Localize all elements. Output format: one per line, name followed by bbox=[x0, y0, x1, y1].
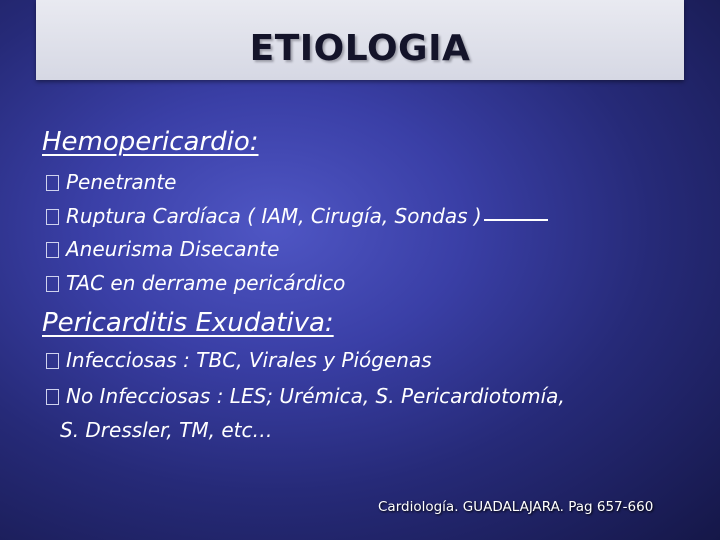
list-item bbox=[46, 170, 177, 194]
list-item bbox=[46, 271, 345, 295]
checkbox-bullet-icon bbox=[46, 353, 59, 369]
list-item bbox=[46, 237, 279, 261]
slide-title: ETIOLOGIA bbox=[249, 28, 471, 69]
list-item bbox=[46, 204, 548, 228]
checkbox-bullet-icon bbox=[46, 209, 59, 225]
checkbox-bullet-icon bbox=[46, 175, 59, 191]
checkbox-bullet-icon bbox=[46, 389, 59, 405]
blank-line bbox=[484, 219, 548, 221]
list-item-label: Penetrante bbox=[66, 170, 177, 194]
list-item-label: Infecciosas : TBC, Virales y Piógenas bbox=[66, 348, 432, 372]
list-item-label: TAC en derrame pericárdico bbox=[66, 271, 346, 295]
list-item bbox=[46, 384, 565, 408]
list-item-label: Aneurisma Disecante bbox=[66, 237, 280, 261]
heading-hemopericardio: Hemopericardio: bbox=[42, 127, 259, 157]
list-item-label: Ruptura Cardíaca ( IAM, Cirugía, Sondas ) bbox=[66, 204, 482, 228]
list-item bbox=[46, 348, 432, 372]
list-item-continuation: S. Dressler, TM, etc… bbox=[60, 418, 273, 442]
checkbox-bullet-icon bbox=[46, 242, 59, 258]
heading-pericarditis-exudativa: Pericarditis Exudativa: bbox=[42, 308, 334, 338]
title-banner bbox=[36, 0, 684, 80]
reference-citation: Cardiología. GUADALAJARA. Pag 657-660 bbox=[378, 499, 654, 515]
checkbox-bullet-icon bbox=[46, 276, 59, 292]
list-item-label: No Infecciosas : LES; Urémica, S. Pericardiotomía, bbox=[66, 384, 565, 408]
